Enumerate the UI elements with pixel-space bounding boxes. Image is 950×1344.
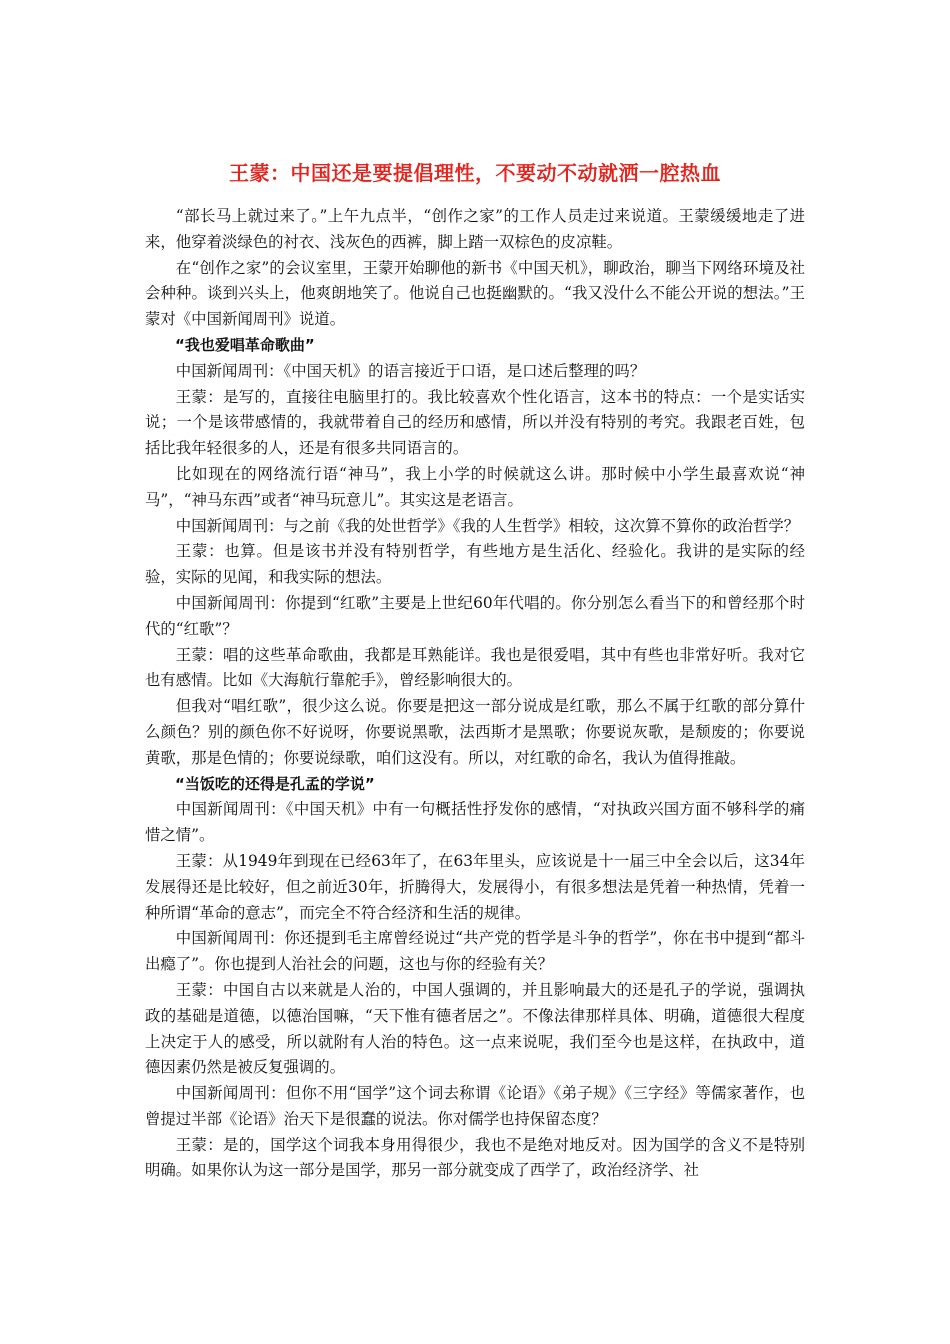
paragraph: 王蒙：是写的，直接往电脑里打的。我比较喜欢个性化语言，这本书的特点：一个是实话实说；一个是该带感情的，我就带着自己的经历和感情，所以并没有特别的考究。我跟老百姓，包括比我年轻很多的人，还是有很多共同语言的。	[145, 387, 805, 458]
paragraph: 中国新闻周刊：与之前《我的处世哲学》《我的人生哲学》相较，这次算不算你的政治哲学？	[175, 516, 800, 535]
paragraph: 中国新闻周刊：你还提到毛主席曾经说过“共产党的哲学是斗争的哲学”，你在书中提到“都斗出瘾了”。你也提到人治社会的问题，这也与你的经验有关？	[145, 929, 805, 974]
paragraph: 王蒙：唱的这些革命歌曲，我都是耳熟能详。我也是很爱唱，其中有些也非常好听。我对它也有感情。比如《大海航行靠舵手》，曾经影响很大的。	[145, 645, 805, 690]
section-heading: “我也爱唱革命歌曲”	[175, 335, 315, 354]
paragraph: 在“创作之家”的会议室里，王蒙开始聊他的新书《中国天机》，聊政治，聊当下网络环境及社会种种。谈到兴头上，他爽朗地笑了。他说自己也挺幽默的。“我又没什么不能公开说的想法。”王蒙对《中国新闻周刊》说道。	[145, 258, 805, 329]
paragraph: 中国新闻周刊：《中国天机》中有一句概括性抒发你的感情，“对执政兴国方面不够科学的痛惜之情”。	[145, 800, 805, 845]
paragraph: 但我对“唱红歌”，很少这么说。你要是把这一部分说成是红歌，那么不属于红歌的部分算什么颜色？别的颜色你不好说呀，你要说黑歌，法西斯才是黑歌；你要说灰歌，是颓废的；你要说黄歌，那是色情的；你要说绿歌，咱们这没有。所以，对红歌的命名，我认为值得推敲。	[145, 697, 805, 767]
paragraph: 王蒙：也算。但是该书并没有特别哲学，有些地方是生活化、经验化。我讲的是实际的经验，实际的见闻，和我实际的想法。	[145, 542, 805, 587]
paragraph: 王蒙：是的，国学这个词我本身用得很少，我也不是绝对地反对。因为国学的含义不是特别明确。如果你认为这一部分是国学，那另一部分就变成了西学了，政治经济学、社	[145, 1135, 805, 1180]
article-title: 王蒙：中国还是要提倡理性，不要动不动就洒一腔热血	[229, 161, 721, 185]
article-body	[145, 204, 805, 1184]
paragraph: 中国新闻周刊：你提到“红歌”主要是上世纪60年代唱的。你分别怎么看当下的和曾经那个时代的“红歌”？	[145, 593, 805, 638]
paragraph: “部长马上就过来了。”上午九点半，“创作之家”的工作人员走过来说道。王蒙缓缓地走了进来，他穿着淡绿色的衬衣、浅灰色的西裤，脚上踏一双棕色的皮凉鞋。	[145, 207, 805, 251]
paragraph: 中国新闻周刊：《中国天机》的语言接近于口语，是口述后整理的吗？	[175, 361, 646, 380]
paragraph: 中国新闻周刊：但你不用“国学”这个词去称谓《论语》《弟子规》《三字经》等儒家著作，也曾提过半部《论语》治天下是很蠢的说法。你对儒学也持保留态度？	[145, 1084, 805, 1128]
section-heading: “当饭吃的还得是孔孟的学说”	[175, 774, 375, 793]
paragraph: 王蒙：从1949年到现在已经63年了，在63年里头，应该说是十一届三中全会以后，这34年发展得还是比较好，但之前近30年，折腾得大，发展得小，有很多想法是凭着一种热情，凭着一种所谓“革命的意志”，而完全不符合经济和生活的规律。	[145, 851, 805, 922]
paragraph: 王蒙：中国自古以来就是人治的，中国人强调的，并且影响最大的还是孔子的学说，强调执政的基础是道德，以德治国嘛，“天下惟有德者居之”。不像法律那样具体、明确，道德很大程度上决定于人的感受，所以就附有人治的特色。这一点来说呢，我们至今也是这样，在执政中，道德因素仍然是被反复强调的。	[145, 980, 805, 1077]
paragraph: 比如现在的网络流行语“神马”，我上小学的时候就这么讲。那时候中小学生最喜欢说“神马”，“神马东西”或者“神马玩意儿”。其实这是老语言。	[145, 464, 805, 509]
